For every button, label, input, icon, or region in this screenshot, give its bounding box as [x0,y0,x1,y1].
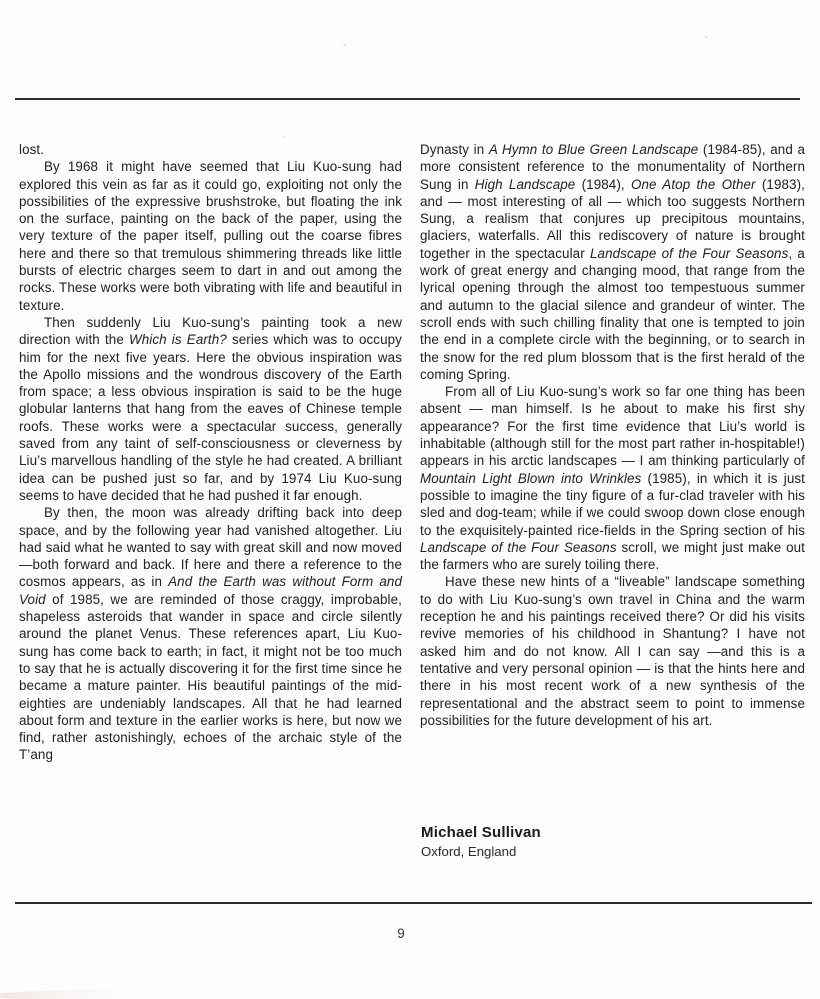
bottom-rule [15,902,812,904]
paragraph: Have these new hints of a “liveable” landscape something to do with Liu Kuo-sung’s own travel in China and the warm reception he and his paintings received there? Or did his visits revive memories of his childhood in Shantung? I have not asked him and do not know. All I can say —and this is a tentative and very personal opinion — is that the hints here and there in his most recent work of a new synthesis of the representational and the abstract seem to point to immense possibilities for the future development of his art. [420,574,805,728]
author-signature [421,824,541,859]
right-column [420,141,805,729]
paragraph: By 1968 it might have seemed that Liu Kuo-sung had explored this vein as far as it could go, exploiting not only the possibilities of the expressive brushstroke, but floating the ink on the surface, painting on the back of the paper, using the very texture of the paper itself, pulling out the coarse fibres here and there so that tremulous shimmering threads like little bursts of electric charges seem to dart in and out among the rocks. These works were both vibrating with life and beautiful in texture. [19,159,402,313]
page-number: 9 [397,926,405,941]
paragraph: From all of Liu Kuo-sung’s work so far one thing has been absent — man himself. Is he about to make his first shy appearance? For the first time evidence that Liu’s world is inhabitable (although still for the most part rather in-hospitable!) appears in his arctic landscapes — I am thinking particularly of Mountain Light Blown into Wrinkles (1985), in which it is just possible to imagine the tiny figure of a fur-clad traveler with his sled and dog-team; while if we could swoop down close enough to the exquisitely-painted rice-fields in the Spring section of his Landscape of the Four Seasons scroll, we might just make out the farmers who are surely toiling there. [420,384,805,573]
scan-speck [283,136,286,138]
paragraph: Dynasty in A Hymn to Blue Green Landscape (1984-85), and a more consistent reference to the monumentality of Northern Sung in High Landscape (1984), One Atop the Other (1983), and — most interesting of all — which too suggests Northern Sung, a realism that conjures up precipitous mountains, glaciers, waterfalls. All this rediscovery of nature is brought together in the spectacular Landscape of the Four Seasons, a work of great energy and changing mood, that range from the lyrical opening through the almost too tempestuous summer and autumn to the glacial silence and grandeur of winter. The scroll ends with such chilling finality that one is tempted to join the end in a complete circle with the beginning, or to search in the snow for the red plum blossom that is the first herald of the coming Spring. [420,142,805,382]
scan-smudge-artifact [0,989,160,999]
paragraph: Then suddenly Liu Kuo-sung’s painting took a new direction with the Which is Earth? series which was to occupy him for the next five years. Here the obvious inspiration was the Apollo missions and the wondrous discovery of the Earth from space; a less obvious inspiration is said to be the huge globular lanterns that hang from the eaves of Chinese temple roofs. These works were a spectacular success, generally saved from any taint of self-consciousness or cleverness by Liu’s marvellous handling of the style he had created. A brilliant idea can be pushed just so far, and by 1974 Liu Kuo-sung seems to have decided that he had pushed it far enough. [19,314,402,503]
top-rule [15,98,800,100]
left-column [19,141,402,764]
author-location: Oxford, England [421,844,517,859]
paragraph: lost. [19,142,45,157]
author-name: Michael Sullivan [421,824,541,841]
scan-speck [705,35,709,38]
paragraph: By then, the moon was already drifting back into deep space, and by the following year had vanished altogether. Liu had said what he wanted to say with great skill and now moved—both forward and back. If here and there a reference to the cosmos appears, as in And the Earth was without Form and Void of 1985, we are reminded of those craggy, improbable, shapeless asteroids that wander in space and circle silently around the planet Venus. These references apart, Liu Kuo-sung has come back to earth; in fact, it might not be too much to say that he is actually discovering it for the first time since he became a mature painter. His beautiful paintings of the mid-eighties are undeniably landscapes. All that he had learned about form and texture in the earlier works is here, but now we find, rather astonishingly, echoes of the archaic style of the T’ang [19,505,402,763]
scan-speck [343,44,346,46]
